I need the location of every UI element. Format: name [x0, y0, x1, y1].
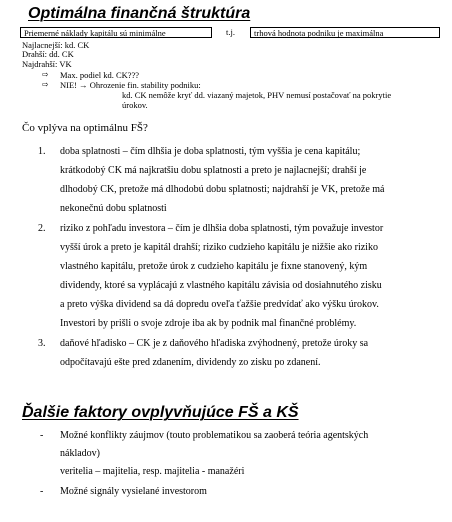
cheapest-capital: Najlacnejší: kd. CK: [22, 40, 90, 50]
dash-item-text: nákladov): [60, 448, 100, 459]
list-text: Investori by prišli o svoje zdroje iba ak by podnik mal finančné problémy.: [60, 318, 357, 329]
list-text: vlastného kapitálu, pretože úrok z cudzieho kapitálu je fixne stanovený, kým: [60, 261, 368, 272]
section-title-optimal-structure: Optimálna finančná štruktúra: [28, 5, 251, 22]
list-number: 1.: [38, 146, 46, 157]
bullet-stability-detail-cont: úrokov.: [122, 100, 148, 110]
list-text: vyšší úrok a preto je kapitál drahší; riziko cudzieho kapitálu je nižšie ako riziko: [60, 242, 378, 253]
question-heading: Čo vplýva na optimálnu FŠ?: [22, 122, 148, 134]
tj-label: t.j.: [226, 27, 235, 37]
dash-item-text: veritelia – majitelia, resp. majitelia - manažéri: [60, 466, 245, 477]
list-text: riziko z pohľadu investora – čím je dlhšia doba splatnosti, tým považuje investor: [60, 223, 384, 234]
dash-bullet: -: [40, 430, 44, 441]
list-text: doba splatnosti – čím dlhšia je doba splatnosti, tým vyššia je cena kapitálu;: [60, 146, 361, 157]
list-text: daňové hľadisko – CK je z daňového hľadiska zvýhodnený, pretože úroky sa: [60, 338, 369, 349]
arrow-bullet-icon: ⇨: [42, 70, 49, 79]
arrow-bullet-icon: ⇨: [42, 80, 49, 89]
market-value-box: trhová hodnota podniku je maximálna: [250, 27, 440, 38]
dash-item-text: Možné signály vysielané investorom: [60, 486, 207, 497]
list-text: dlhodobý CK, pretože má dlhodobú dobu splatnosti; najdrahší je VK, pretože má: [60, 184, 385, 195]
bullet-stability-risk: NIE! → Ohrozenie fin. stability podniku:: [60, 80, 201, 90]
list-number: 2.: [38, 223, 46, 234]
list-text: krátkodobý CK má najkratšiu dobu splatnosti a preto je najlacnejší; drahší je: [60, 165, 367, 176]
dash-item-text: Možné konflikty záujmov (touto problematikou sa zaoberá teória agentských: [60, 430, 369, 441]
list-text: dividendy, ktoré sa vyplácajú z vlastného kapitálu závisia od dosiahnutého zisku: [60, 280, 382, 291]
list-number: 3.: [38, 338, 46, 349]
dash-bullet: -: [40, 486, 44, 497]
bullet-stability-detail: kd. CK nemôže kryť dd. viazaný majetok, PHV nemusí postačovať na pokrytie: [122, 90, 392, 100]
more-expensive-capital: Drahší: dd. CK: [22, 49, 74, 59]
bullet-max-share: Max. podiel kd. CK???: [60, 70, 140, 80]
average-cost-box: Priemerné náklady kapitálu sú minimálne: [20, 27, 212, 38]
list-text: nekonečnú dobu splatnosti: [60, 203, 167, 214]
list-text: odpočítavajú ešte pred zdanením, dividendy zo zisku po zdanení.: [60, 357, 321, 368]
list-text: a preto výška dividend sa dá dopredu oveľa ťažšie predvídať ako výšku úrokov.: [60, 299, 379, 310]
section-title-other-factors: Ďalšie faktory ovplyvňujúce FŠ a KŠ: [22, 404, 299, 421]
most-expensive-capital: Najdrahší: VK: [22, 59, 72, 69]
